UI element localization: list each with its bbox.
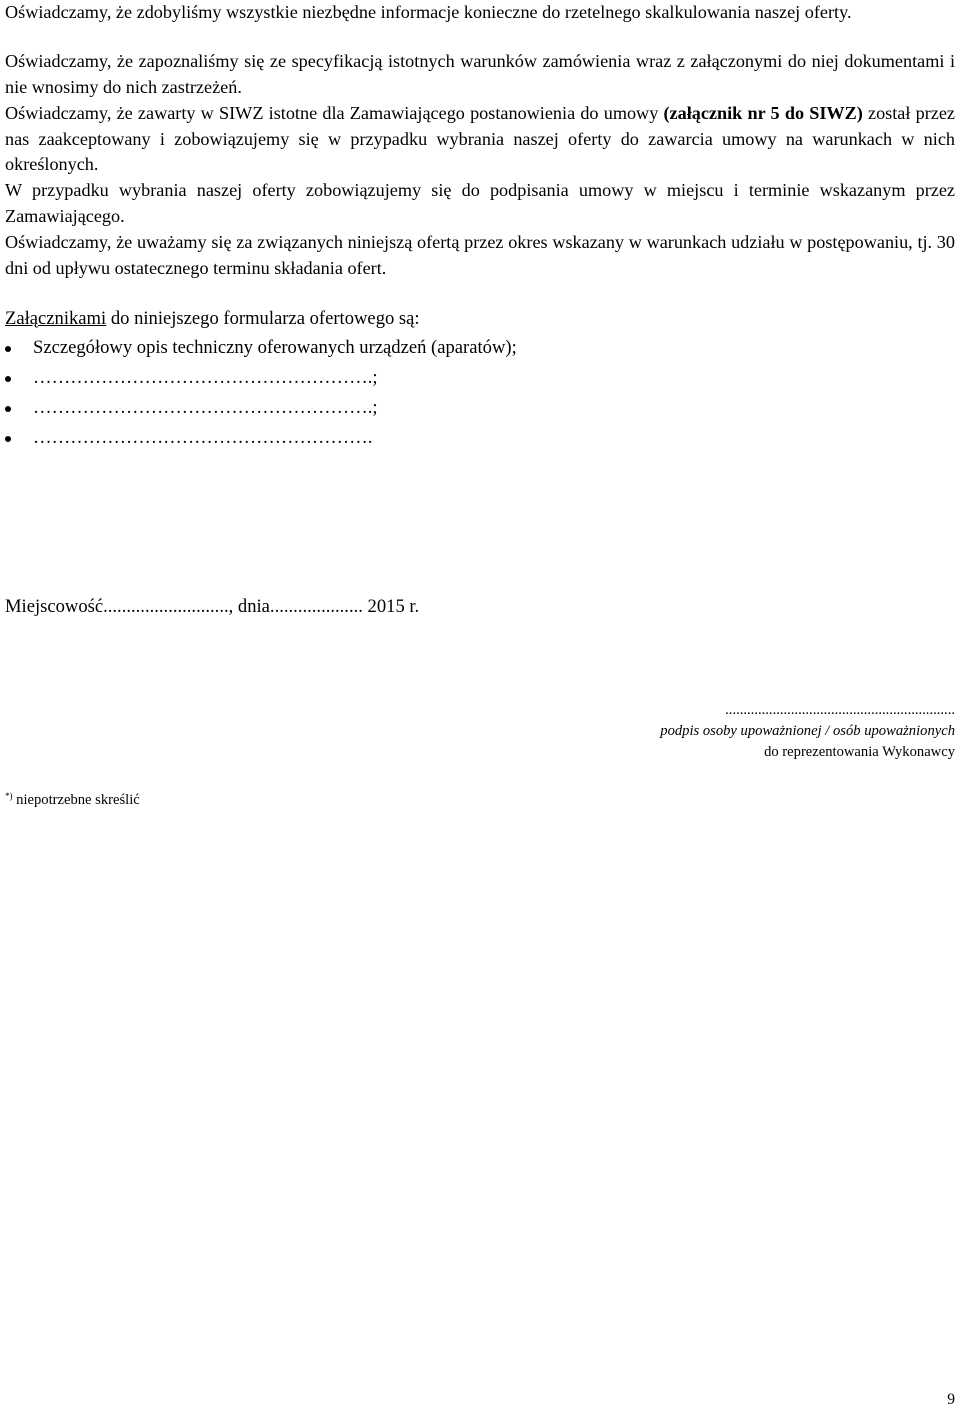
statement-information: Oświadczamy, że zdobyliśmy wszystkie niezbędne informacje konieczne do rzetelnego skalkulowania naszej oferty. [5,2,852,22]
attachment-item-text: ……………………………………………….; [33,367,378,388]
statement-offer-validity: Oświadczamy, że uważamy się za związanych niniejszą ofertą przez okres wskazany w warunkach udziału w postępowaniu, tj. 30 dni od upływu ostatecznego terminu składania ofert. [5,232,955,278]
footnote-text: niepotrzebne skreślić [12,792,140,808]
contract-terms-attachment-ref: (załącznik nr 5 do SIWZ) [663,103,863,123]
bullet-icon [5,346,11,352]
bullet-icon [5,406,11,412]
attachments-heading [5,306,420,332]
attachment-item-text: ……………………………………………….; [33,397,378,418]
place-and-date-line: Miejscowość..........................., dnia.................... 2015 r. [5,596,420,617]
bullet-icon [5,376,11,382]
signature-caption: podpis osoby upoważnionej / osób upoważnionych [660,723,955,739]
footnote [5,786,140,810]
statement-contract-terms [5,101,955,178]
statement-specification: Oświadczamy, że zapoznaliśmy się ze specyfikacją istotnych warunków zamówienia wraz z załączonymi do niej dokumentami i nie wnosimy do nich zastrzeżeń. [5,51,955,97]
signature-caption-role: do reprezentowania Wykonawcy [764,744,955,760]
signature-line: ............................................................... [725,702,955,718]
contract-terms-text-start: Oświadczamy, że zawarty w SIWZ istotne dla Zamawiającego postanowienia do umowy [5,103,664,123]
attachment-item-text: ………………………………………………. [33,427,373,448]
attachments-heading-underlined: Załącznikami [5,308,107,329]
statement-signing-obligation: W przypadku wybrania naszej oferty zobowiązujemy się do podpisania umowy w miejscu i terminie wskazanym przez Zamawiającego. [5,180,955,226]
contract-terms-text-end: został przez nas zaakceptowany i zobowiązujemy się w przypadku wybrania naszej oferty do zawarcia umowy na warunkach w nich określonych. [5,103,955,174]
page-number: 9 [947,1391,955,1408]
attachments-heading-rest: do niniejszego formularza ofertowego są: [106,308,420,329]
attachment-item-text: Szczegółowy opis techniczny oferowanych urządzeń (aparatów); [33,337,517,358]
bullet-icon [5,436,11,442]
signature-block [660,700,955,763]
footnote-marker: *) [5,791,13,801]
